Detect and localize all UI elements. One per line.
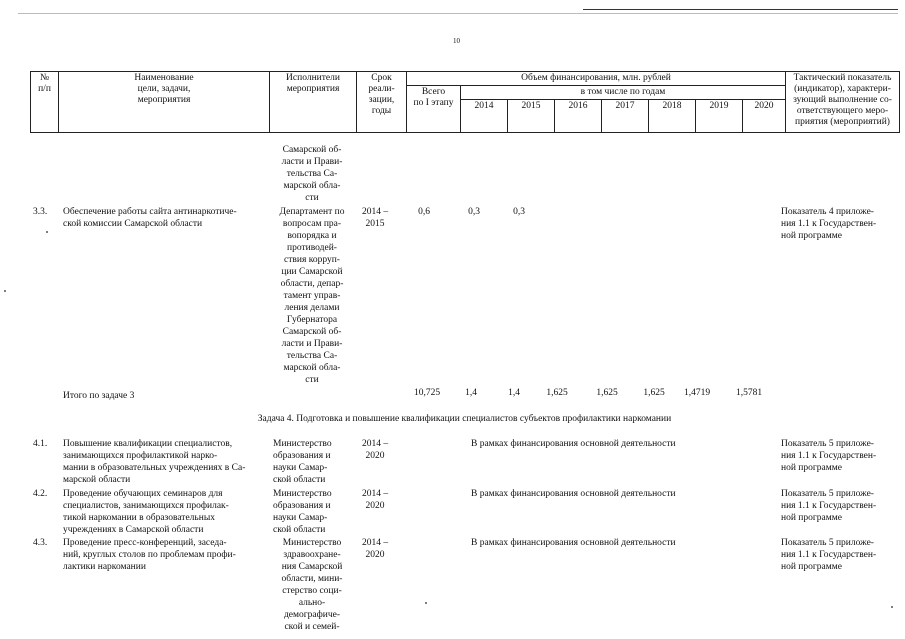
top-rule [583, 9, 898, 10]
row-4-3-financing: В рамках финансирования основной деятельности [471, 538, 676, 548]
row-4-1-executors: Министерство образования и науки Самар- ской области [273, 439, 332, 485]
row-3-3-name: Обеспечение работы сайта антинаркотиче- ской комиссии Самарской области [63, 207, 237, 229]
row-4-2-name: Проведение обучающих семинаров для специалистов, занимающихся профилак- тикой наркомании в образовательных учреждениях в Самарской области [63, 489, 229, 535]
task-4-title: Задача 4. Подготовка и повышение квалификации специалистов субъектов профилактики наркомании [257, 414, 672, 424]
row-3-3-total: 0,6 [418, 207, 430, 217]
itogo-2017: 1,625 [596, 388, 618, 398]
header-year: 2019 [696, 100, 743, 133]
row-3-3-term: 2014 – 2015 [361, 207, 389, 229]
itogo-2016: 1,625 [546, 388, 568, 398]
header-name: Наименование цели, задачи, мероприятия [59, 72, 270, 133]
header-year: 2020 [743, 100, 786, 133]
row-3-3-executors: Департамент по вопросам пра- вопорядка и противодей- ствия корруп- ции Самарской области, депар- тамент управ- ления делами Губернатора Самарской об- ласти и Прави- тельства Са- марской обла- сти [279, 207, 345, 385]
header-num: № п/п [31, 72, 59, 133]
row-3-3-2015: 0,3 [513, 207, 525, 217]
header-total: Всего по I этапу [407, 86, 461, 133]
row-4-3-term: 2014 – 2020 [361, 538, 389, 560]
itogo-label: Итого по задаче 3 [63, 391, 135, 401]
top-rule-faint [18, 13, 898, 14]
header-indicator: Тактический показатель (индикатор), характери- зующий выполнение со- ответствующего меро- приятия (мероприятий) [786, 72, 900, 133]
header-executors: Исполнители мероприятия [270, 72, 357, 133]
itogo-2015: 1,4 [508, 388, 520, 398]
scan-speck [46, 231, 48, 233]
row-4-2-executors: Министерство образования и науки Самар- ской области [273, 489, 332, 535]
row-4-2-term: 2014 – 2020 [361, 489, 389, 511]
row-4-1-indicator: Показатель 5 приложе- ния 1.1 к Государствен- ной программе [781, 439, 877, 473]
row-4-2-num: 4.2. [33, 489, 48, 499]
row-4-1-num: 4.1. [33, 439, 48, 449]
row-4-3-num: 4.3. [33, 538, 48, 548]
row-4-1-financing: В рамках финансирования основной деятельности [471, 439, 676, 449]
executors-continuation: Самарской об- ласти и Прави- тельства Са- марской обла- сти [281, 145, 343, 203]
itogo-2019: 1,4719 [683, 388, 711, 398]
row-4-3-executors: Министерство здравоохране- ния Самарской области, мини- стерство соци- ально- демографиче- ской и семей- [281, 538, 343, 632]
header-year: 2016 [555, 100, 602, 133]
header-by-years: в том числе по годам [461, 86, 786, 100]
row-3-3-num: 3.3. [33, 207, 48, 217]
row-4-1-term: 2014 – 2020 [361, 439, 389, 461]
row-4-3-indicator: Показатель 5 приложе- ния 1.1 к Государствен- ной программе [781, 538, 877, 572]
header-year: 2014 [461, 100, 508, 133]
scan-speck [4, 290, 6, 292]
scan-speck [425, 602, 427, 604]
scan-speck [891, 606, 893, 608]
row-3-3-2014: 0,3 [468, 207, 480, 217]
row-4-1-name: Повышение квалификации специалистов, занимающихся профилактикой нарко- мании в образовательных учреждениях в Са- марской области [63, 439, 246, 485]
itogo-total: 10,725 [413, 388, 441, 398]
header-year: 2018 [649, 100, 696, 133]
header-year: 2017 [602, 100, 649, 133]
itogo-2014: 1,4 [465, 388, 477, 398]
itogo-2018: 1,625 [643, 388, 665, 398]
header-year: 2015 [508, 100, 555, 133]
row-4-2-indicator: Показатель 5 приложе- ния 1.1 к Государствен- ной программе [781, 489, 877, 523]
row-3-3-indicator: Показатель 4 приложе- ния 1.1 к Государствен- ной программе [781, 207, 877, 241]
itogo-2020: 1,5781 [735, 388, 763, 398]
header-term: Срок реали- зации, годы [357, 72, 407, 133]
row-4-3-name: Проведение пресс-конференций, заседа- ний, круглых столов по проблемам профи- лактики наркомании [63, 538, 236, 572]
row-4-2-financing: В рамках финансирования основной деятельности [471, 489, 676, 499]
table-header [30, 71, 900, 133]
page-number: 10 [453, 37, 460, 45]
header-financing: Объем финансирования, млн. рублей [407, 72, 786, 86]
